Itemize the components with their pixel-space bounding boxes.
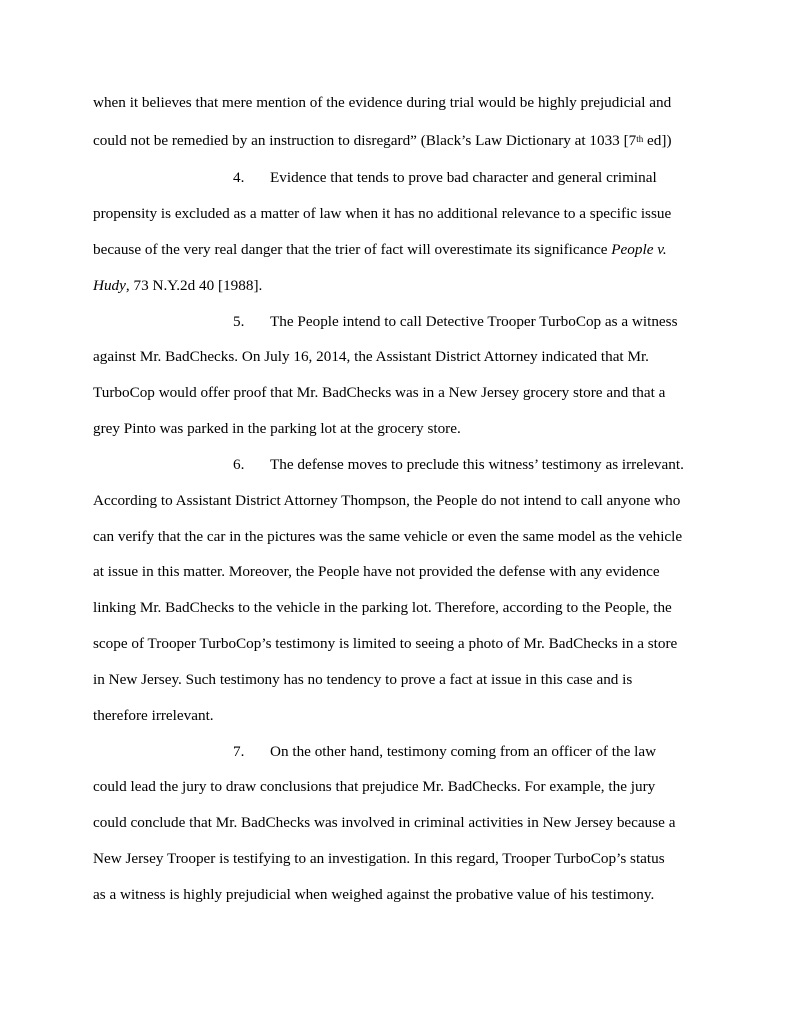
case-citation: Hudy	[93, 277, 126, 294]
paragraph-5-first-line: 5. The People intend to call Detective Trooper TurboCop as a witness	[233, 313, 678, 330]
text-line: propensity is excluded as a matter of law when it has no additional relevance to a specific issue	[93, 205, 672, 222]
text-line: therefore irrelevant.	[93, 707, 214, 724]
text-line: when it believes that mere mention of the evidence during trial would be highly prejudicial and	[93, 94, 672, 111]
text-line: at issue in this matter. Moreover, the People have not provided the defense with any evidence	[93, 563, 660, 580]
paragraph-4-first-line: 4. Evidence that tends to prove bad character and general criminal	[233, 169, 657, 186]
text-line: in New Jersey. Such testimony has no tendency to prove a fact at issue in this case and is	[93, 671, 633, 688]
text-line: as a witness is highly prejudicial when weighed against the probative value of his testimony.	[93, 886, 655, 903]
text-line: According to Assistant District Attorney Thompson, the People do not intend to call anyone who	[93, 492, 681, 509]
paragraph-number: 6.	[233, 456, 245, 473]
case-citation: People v.	[611, 241, 667, 258]
text-line: Hudy, 73 N.Y.2d 40 [1988].	[93, 277, 263, 294]
paragraph-number: 5.	[233, 313, 245, 330]
text-line: New Jersey Trooper is testifying to an investigation. In this regard, Trooper TurboCop’s status	[93, 850, 665, 867]
superscript: th	[636, 134, 644, 144]
text-line: TurboCop would offer proof that Mr. BadChecks was in a New Jersey grocery store and that a	[93, 384, 666, 401]
text-line: can verify that the car in the pictures was the same vehicle or even the same model as the vehicle	[93, 528, 683, 545]
text-line: could conclude that Mr. BadChecks was involved in criminal activities in New Jersey because a	[93, 814, 676, 831]
paragraph-number: 4.	[233, 169, 245, 186]
paragraph-6-first-line: 6. The defense moves to preclude this witness’ testimony as irrelevant.	[233, 456, 684, 473]
paragraph-number: 7.	[233, 743, 245, 760]
text-line: linking Mr. BadChecks to the vehicle in the parking lot. Therefore, according to the People, the	[93, 599, 672, 616]
text-line: because of the very real danger that the trier of fact will overestimate its significance People v.	[93, 241, 667, 258]
text-line: scope of Trooper TurboCop’s testimony is limited to seeing a photo of Mr. BadChecks in a store	[93, 635, 678, 652]
text-line: against Mr. BadChecks. On July 16, 2014, the Assistant District Attorney indicated that Mr.	[93, 348, 649, 365]
text-line: could not be remedied by an instruction to disregard” (Black’s Law Dictionary at 1033 [7th ed])	[93, 132, 672, 149]
text-line: could lead the jury to draw conclusions that prejudice Mr. BadChecks. For example, the jury	[93, 778, 656, 795]
text-line: grey Pinto was parked in the parking lot at the grocery store.	[93, 420, 461, 437]
paragraph-7-first-line: 7. On the other hand, testimony coming from an officer of the law	[233, 743, 657, 760]
